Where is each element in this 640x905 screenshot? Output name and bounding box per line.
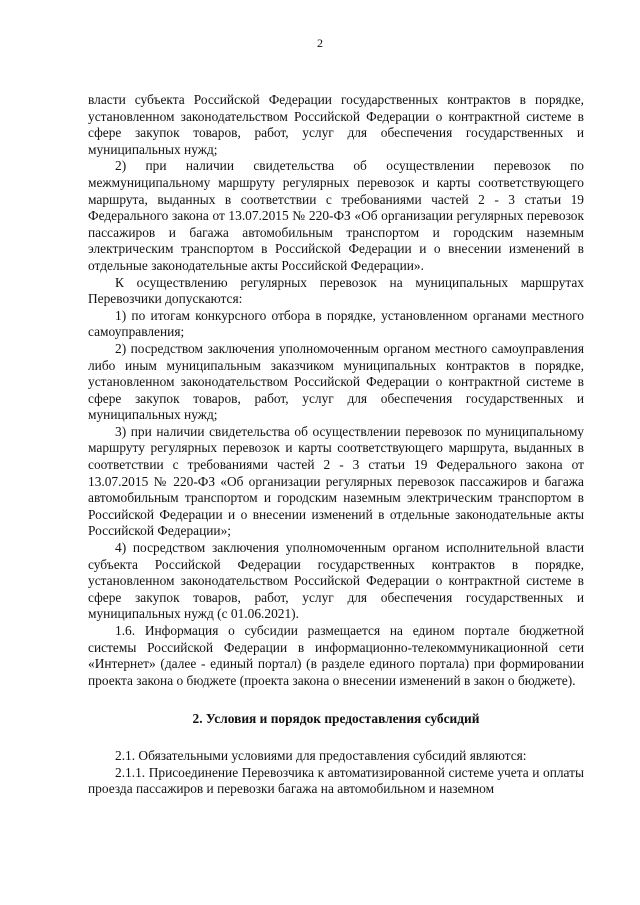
page-number: 2 — [317, 36, 323, 50]
paragraph-item-1: 1) по итогам конкурсного отбора в порядке, установленном органами местного самоуправления; — [88, 307, 584, 340]
paragraph-item-2-intermunicipal: 2) при наличии свидетельства об осуществлении перевозок по межмуниципальному маршруту регулярных перевозок и карты соответствующего маршрута, выданных в соответствии с требованиями частей 2 - 3 статьи 19 Федерального закона от 13.07.2015 № 220-ФЗ «Об организации регулярных перевозок пассажиров и багажа автомобильным транспортом и городским наземным электрическим транспортом в Российской Федерации и о внесении изменений в отдельные законодательные акты Российской Федерации». — [88, 158, 584, 273]
paragraph-continuation: власти субъекта Российской Федерации государственных контрактов в порядке, установленном законодательством Российской Федерации о контрактной системе в сфере закупок товаров, работ, услуг для обеспечения государственных и муниципальных нужд; — [88, 92, 584, 157]
paragraph-2-1-1: 2.1.1. Присоединение Перевозчика к автоматизированной системе учета и оплаты проезда пассажиров и перевозки багажа на автомобильном и наземном — [88, 764, 584, 797]
paragraph-item-4: 4) посредством заключения уполномоченным органом исполнительной власти субъекта Российской Федерации государственных контрактов в порядке, установленном законодательством Российской Федерации о контрактной системе в сфере закупок товаров, работ, услуг для обеспечения государственных и муниципальных нужд (с 01.06.2021). — [88, 540, 584, 622]
paragraph-item-3: 3) при наличии свидетельства об осуществлении перевозок по муниципальному маршруту регулярных перевозок и карты соответствующего маршрута, выданных в соответствии с требованиями частей 2 - 3 статьи 19 Федерального закона от 13.07.2015 № 220-ФЗ «Об организации регулярных перевозок пассажиров и багажа автомобильным транспортом и городским наземным электрическим транспортом в Российской Федерации и о внесении изменений в отдельные законодательные акты Российской Федерации»; — [88, 423, 584, 539]
paragraph-2-1: 2.1. Обязательными условиями для предоставления субсидий являются: — [115, 747, 527, 763]
paragraph-1-6: 1.6. Информация о субсидии размещается на едином портале бюджетной системы Российской Федерации в информационно-телекоммуникационной сети «Интернет» (далее - единый портал) (в разделе единого портала) при формировании проекта закона о бюджете (проекта закона о внесении изменений в закон о бюджете). — [88, 623, 584, 688]
document-body — [88, 92, 584, 798]
paragraph-admission-intro: К осуществлению регулярных перевозок на муниципальных маршрутах Перевозчики допускаются: — [88, 274, 584, 307]
section-heading: 2. Условия и порядок предоставления субсидий — [192, 711, 480, 727]
paragraph-item-2: 2) посредством заключения уполномоченным органом местного самоуправления либо иным муниципальным заказчиком муниципальных контрактов в порядке, установленном законодательством Российской Федерации о контрактной системе в сфере закупок товаров, работ, услуг для обеспечения государственных и муниципальных нужд; — [88, 340, 584, 423]
